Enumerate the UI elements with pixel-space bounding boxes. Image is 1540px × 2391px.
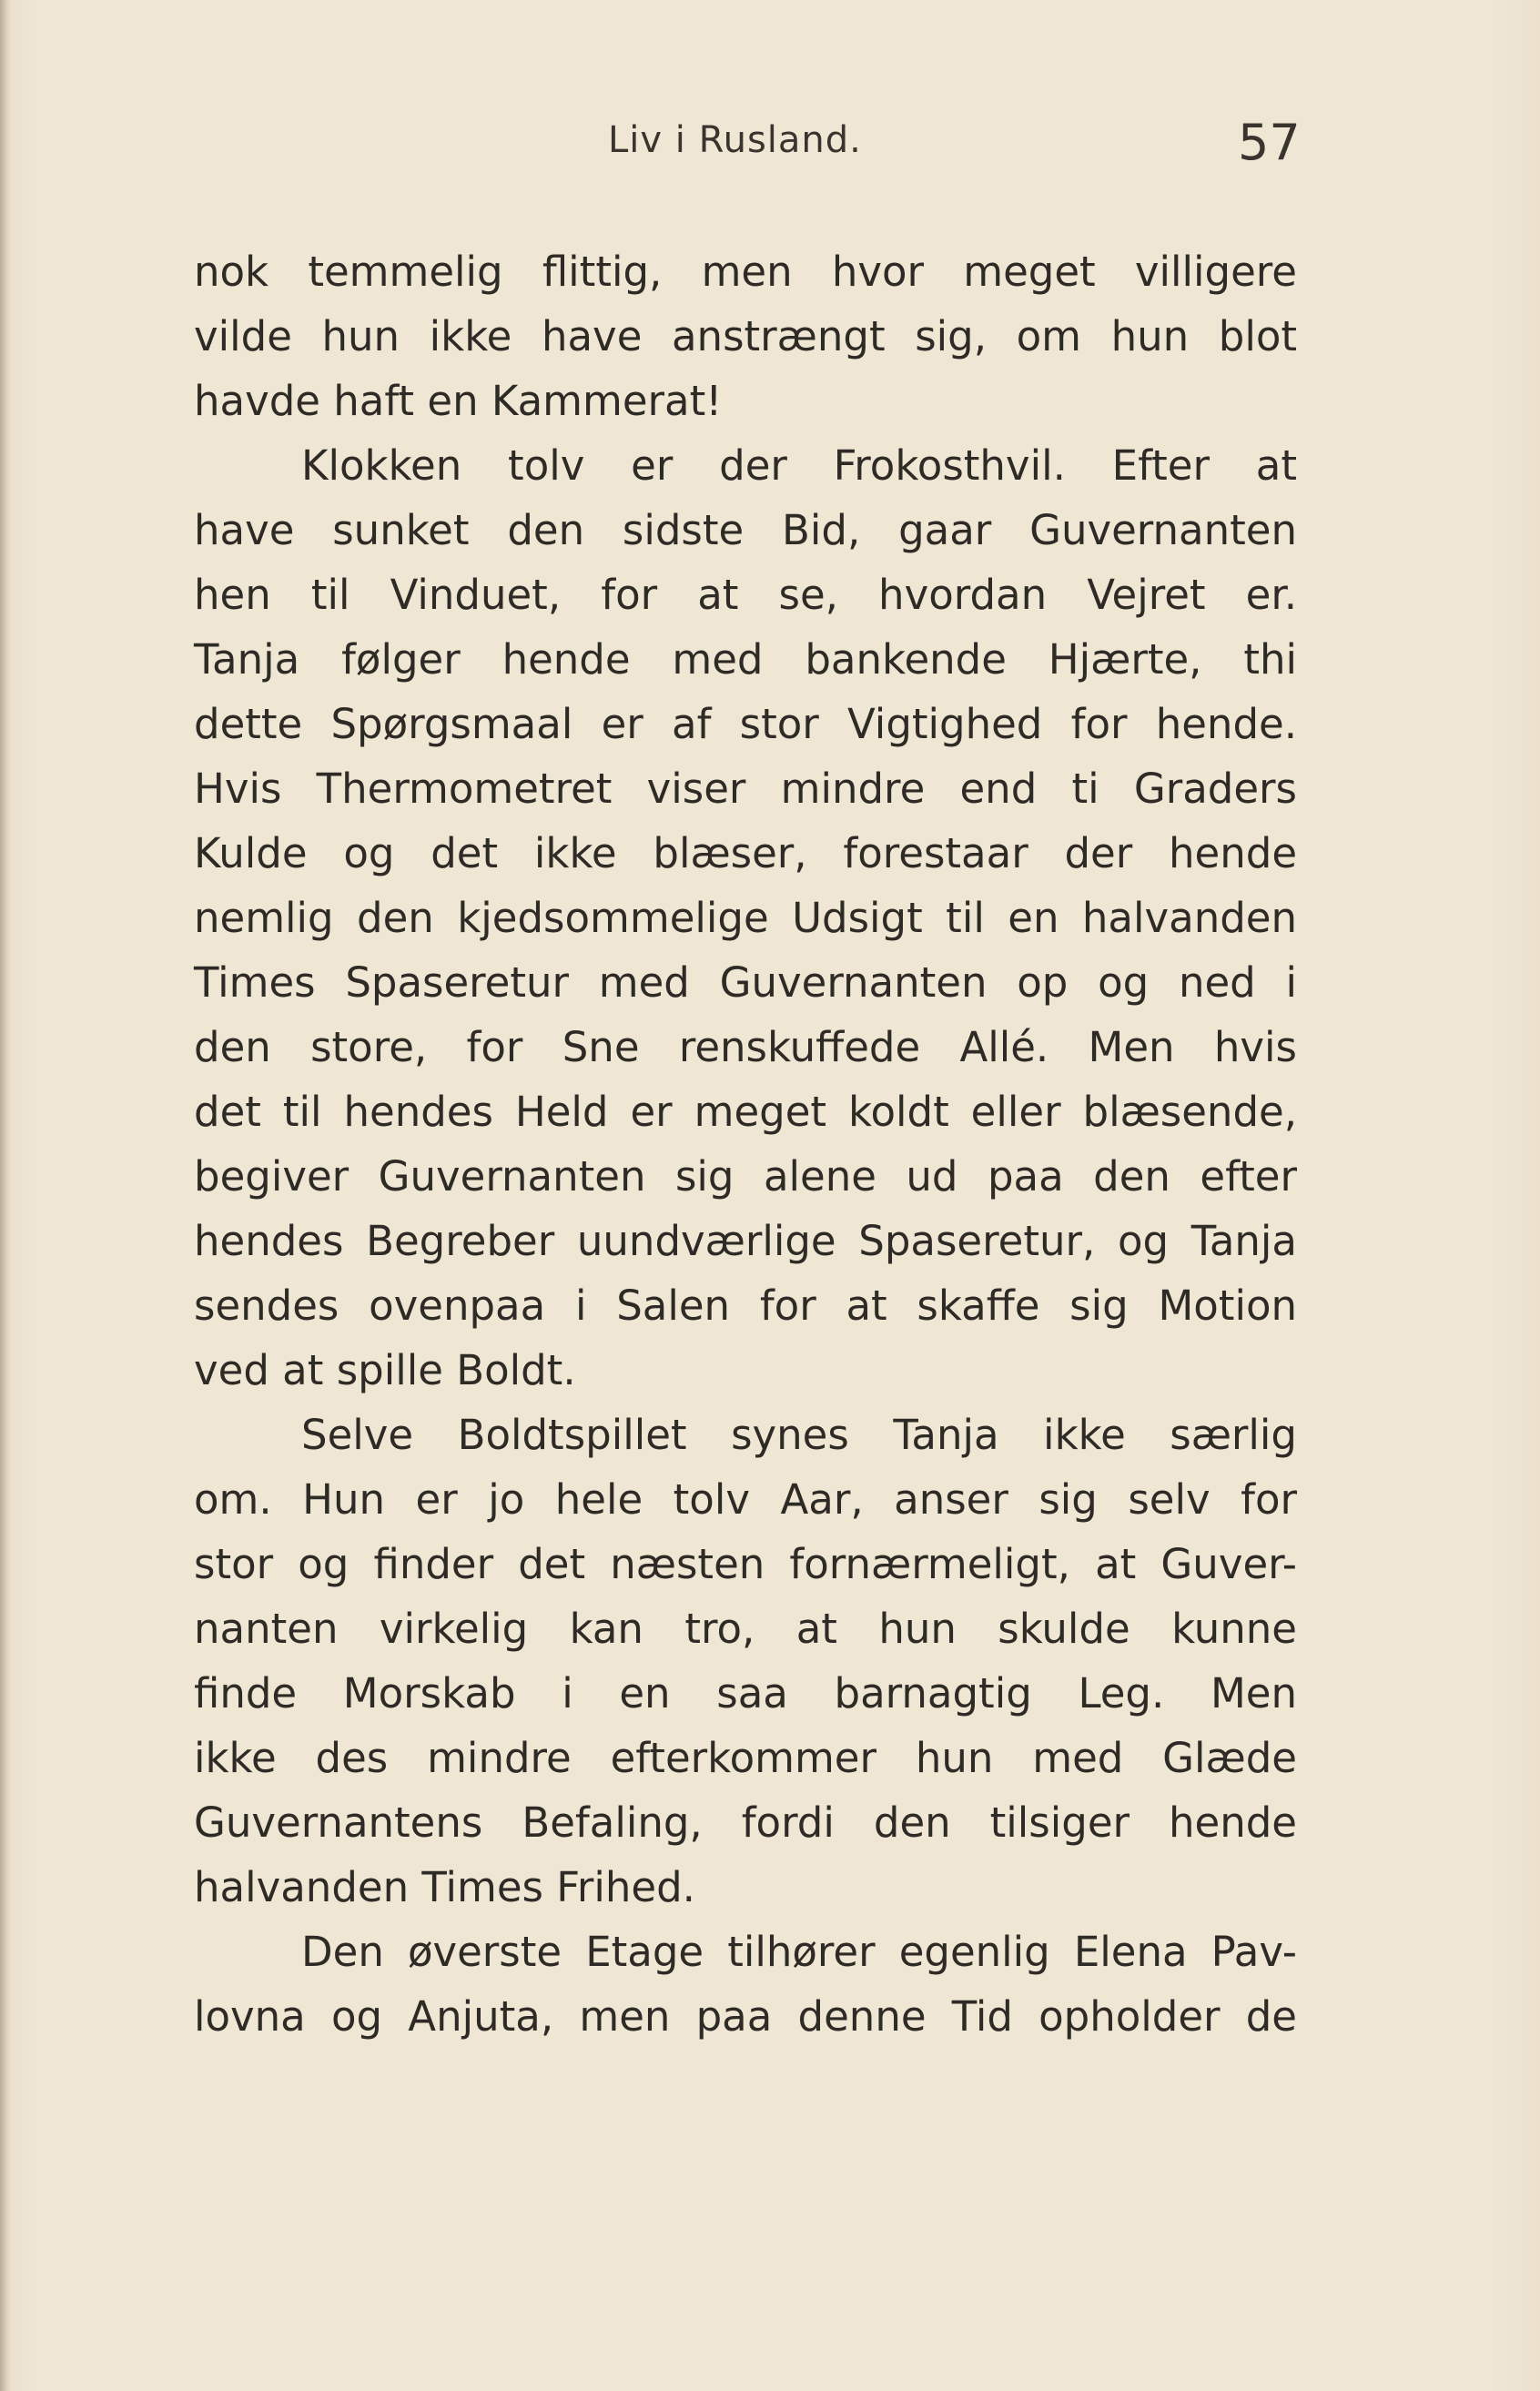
text-line: dette Spørgsmaal er af stor Vigtighed for hende.: [194, 700, 1297, 748]
text-line: sendes ovenpaa i Salen for at skaffe sig Motion: [194, 1282, 1297, 1330]
body-text: [194, 239, 1297, 2049]
text-line: begiver Guvernanten sig alene ud paa den efter: [194, 1152, 1297, 1201]
running-head: [0, 114, 1540, 177]
text-line: hen til Vinduet, for at se, hvordan Vejret er.: [194, 571, 1297, 619]
text-line: ikke des mindre efterkommer hun med Glæde: [194, 1734, 1297, 1782]
text-line: Den øverste Etage tilhører egenlig Elena Pav-: [301, 1928, 1297, 1976]
text-line: finde Morskab i en saa barnagtig Leg. Men: [194, 1669, 1297, 1717]
page-spine-edge: [0, 0, 11, 2391]
text-line: nanten virkelig kan tro, at hun skulde kunne: [194, 1605, 1297, 1653]
text-line: det til hendes Held er meget koldt eller blæsende,: [194, 1088, 1297, 1136]
text-line: hendes Begreber uundværlige Spaseretur, og Tanja: [194, 1217, 1297, 1265]
text-line: om. Hun er jo hele tolv Aar, anser sig selv for: [194, 1475, 1297, 1524]
text-line: ved at spille Boldt.: [194, 1346, 576, 1394]
running-title: Liv i Rusland.: [608, 119, 862, 161]
text-line: halvanden Times Frihed.: [194, 1863, 695, 1911]
text-line: Kulde og det ikke blæser, forestaar der hende: [194, 829, 1297, 877]
text-line: Hvis Thermometret viser mindre end ti Graders: [194, 765, 1297, 813]
text-line: lovna og Anjuta, men paa denne Tid opholder de: [194, 1992, 1297, 2041]
text-line: havde haft en Kammerat!: [194, 377, 723, 425]
text-line: Guvernantens Befaling, fordi den tilsiger hende: [194, 1798, 1297, 1847]
text-line: Times Spaseretur med Guvernanten op og ned i: [194, 958, 1297, 1007]
text-line: nemlig den kjedsommelige Udsigt til en halvanden: [194, 894, 1297, 942]
text-line: Klokken tolv er der Frokosthvil. Efter at: [301, 441, 1297, 490]
page-number: 57: [1238, 114, 1301, 171]
text-line: Selve Boldtspillet synes Tanja ikke særlig: [301, 1411, 1297, 1459]
text-line: stor og finder det næsten fornærmeligt, at Guver-: [194, 1540, 1297, 1588]
text-line: Tanja følger hende med bankende Hjærte, thi: [194, 635, 1297, 684]
text-line: vilde hun ikke have anstrængt sig, om hun blot: [194, 312, 1297, 360]
text-line: nok temmelig flittig, men hvor meget villigere: [194, 248, 1297, 296]
text-line: den store, for Sne renskuffede Allé. Men hvis: [194, 1023, 1297, 1071]
text-line: have sunket den sidste Bid, gaar Guvernanten: [194, 506, 1297, 554]
